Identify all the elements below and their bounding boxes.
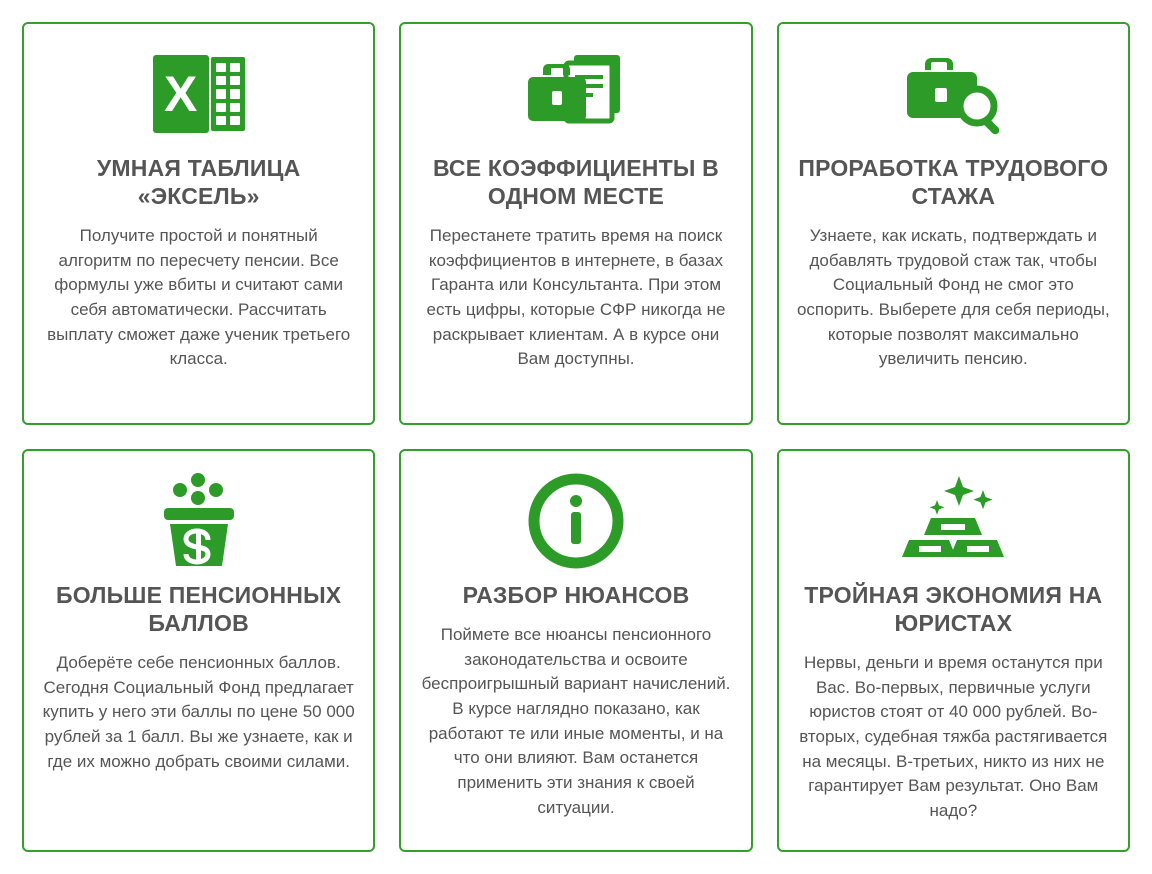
benefit-card-coefficients (399, 22, 752, 425)
benefit-card-lawyer-savings (777, 449, 1130, 852)
benefit-card-work-record (777, 22, 1130, 425)
benefit-card-nuances (399, 449, 752, 852)
card-text: Поймете все нюансы пенсионного законодательства и освоите беспроигрышный вариант начислений. В курсе наглядно показано, как работают те или иные моменты, и на что они влияют. Вам останется применить эти знания к своей ситуации. (421, 625, 731, 817)
card-text: Получите простой и понятный алгоритм по пересчету пенсии. Все формулы уже вбиты и считают сами себя автоматически. Рассчитать выплату сможет даже ученик третьего класса. (47, 226, 351, 369)
benefit-card-excel-table (22, 22, 375, 425)
card-title: ТРОЙНАЯ ЭКОНОМИЯ НА ЮРИСТАХ (804, 582, 1103, 637)
card-title: БОЛЬШЕ ПЕНСИОННЫХ БАЛЛОВ (55, 582, 342, 637)
card-title: ПРОРАБОТКА ТРУДОВОГО СТАЖА (798, 155, 1109, 210)
card-title: УМНАЯ ТАБЛИЦА «ЭКСЕЛЬ» (96, 155, 301, 210)
card-text: Доберёте себе пенсионных баллов. Сегодня Социальный Фонд предлагает купить у него эти баллы по цене 50 000 рублей за 1 балл. Вы же узнаете, как и где их можно добрать своими силами. (42, 653, 355, 771)
info-circle-icon (528, 473, 624, 569)
money-jar-coins-icon (154, 473, 244, 569)
card-title: ВСЕ КОЭФФИЦИЕНТЫ В ОДНОМ МЕСТЕ (432, 155, 719, 210)
gold-bars-icon (901, 473, 1005, 569)
briefcase-documents-icon (526, 46, 626, 142)
card-text: Перестанете тратить время на поиск коэффициентов в интернете, в базах Гаранта или Консультанта. При этом есть цифры, которые СФР никогда не раскрывает клиентам. А в курсе они Вам доступны. (426, 226, 726, 369)
briefcase-magnifier-icon (901, 46, 1005, 142)
excel-table-icon: X (153, 46, 245, 142)
card-title: РАЗБОР НЮАНСОВ (462, 582, 690, 608)
card-text: Нервы, деньги и время останутся при Вас. Во-первых, первичные услуги юристов стоят от 40 000 рублей. Во-вторых, судебная тяжба растягивается на месяцы. В-третьих, никто из них не гарантирует Вам результат. Оно Вам надо? (799, 653, 1108, 820)
card-text: Узнаете, как искать, подтверждать и добавлять трудовой стаж так, чтобы Социальный Фонд не смог это оспорить. Выберете для себя периоды, которые позволят максимально увеличить пенсию. (796, 226, 1110, 369)
benefit-card-pension-points (22, 449, 375, 852)
